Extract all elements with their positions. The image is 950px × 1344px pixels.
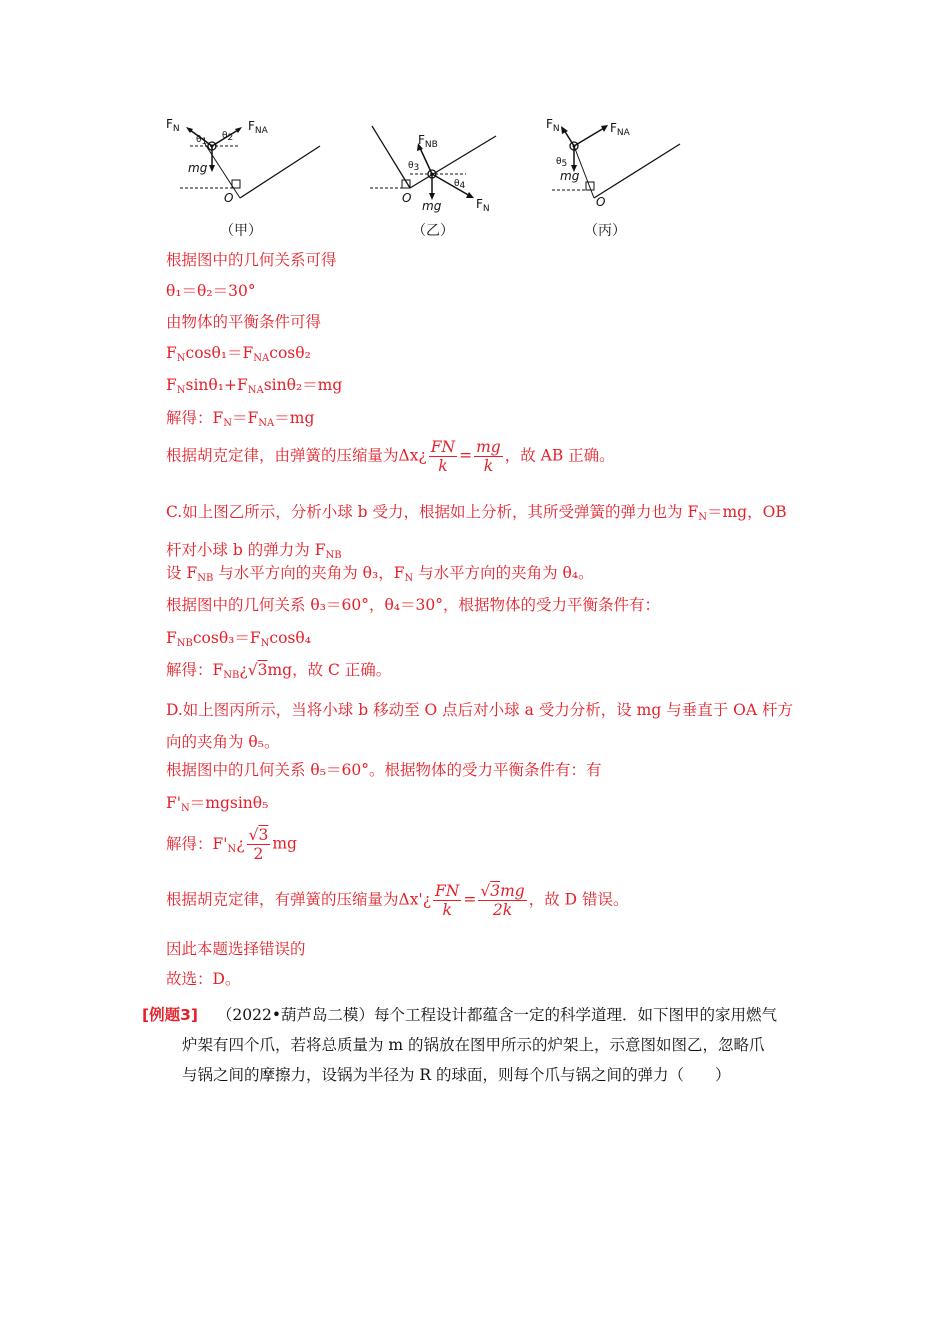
label-fn: $F_N$ bbox=[546, 117, 560, 134]
label-mg: mg bbox=[422, 199, 442, 213]
solution-line: 解得：$F_N=F_{NA}=mg$ bbox=[166, 409, 315, 429]
solution-line: 由物体的平衡条件可得 bbox=[166, 313, 322, 331]
solution-line: 根据图中的几何关系 θ₅＝60°。根据物体的受力平衡条件有：有 bbox=[166, 761, 602, 779]
solution-line-frac: 解得：$F'_N¿$ $\frac{√3}{2}$ mg bbox=[166, 826, 297, 863]
solution-line: D.如上图丙所示，当将小球 b 移动至 O 点后对小球 a 受力分析，设 mg 与垂直于 OA 杆方向的夹角为 θ₅。 bbox=[166, 701, 793, 751]
label-theta4: θ4 bbox=[454, 179, 466, 191]
label-theta5: θ5 bbox=[556, 157, 568, 169]
caption-jia: （甲） bbox=[220, 223, 262, 239]
label-theta2: θ2 bbox=[222, 131, 234, 143]
solution-line: θ₁＝θ₂＝30° bbox=[166, 282, 256, 300]
example-tag: [例题3] bbox=[142, 1006, 198, 1024]
label-fn: $F_N$ bbox=[166, 117, 180, 134]
label-fn: $F_N$ bbox=[476, 197, 490, 214]
solution-line: 根据图中的几何关系 θ₃＝60°，θ₄＝30°，根据物体的受力平衡条件有： bbox=[166, 596, 660, 614]
solution-line: $F_N\cos\theta_1=F_{NA}\cos\theta_2$ bbox=[166, 344, 311, 364]
solution-line: C.如上图乙所示，分析小球 b 受力，根据如上分析，其所受弹簧的弹力也为 $F_N=mg$，OB 杆对小球 b 的弹力为 $F_{NB}$ bbox=[166, 503, 787, 561]
solution-line: $F_{NB}\cos\theta_3=F_N\cos\theta_4$ bbox=[166, 629, 311, 649]
caption-bing: （丙） bbox=[584, 223, 626, 239]
solution-line: $F'_N=mgsin\theta_5$ bbox=[166, 794, 269, 814]
caption-yi: （乙） bbox=[412, 223, 454, 239]
label-fnb: $F_{NB}$ bbox=[418, 133, 438, 150]
label-theta3: θ3 bbox=[408, 161, 420, 173]
example-text-1: （2022•葫芦岛二模）每个工程设计都蕴含一定的科学道理．如下图甲的家用燃气 bbox=[216, 1006, 777, 1024]
solution-line: 根据图中的几何关系可得 bbox=[166, 251, 337, 269]
solution-line: 设 $F_{NB}$ 与水平方向的夹角为 θ₃，$F_N$ 与水平方向的夹角为 θ₄。 bbox=[166, 564, 594, 584]
solution-line: $F_N\sin\theta_1+F_{NA}\sin\theta_2=mg$ bbox=[166, 376, 343, 396]
solution-line-sqrt: 解得：$F_{NB}¿√3mg$，故 C 正确。 bbox=[166, 661, 392, 681]
label-fna: $F_{NA}$ bbox=[610, 121, 630, 138]
example-text-3: 与锅之间的摩擦力，设锅为半径为 R 的球面，则每个爪与锅之间的弹力（ ） bbox=[182, 1066, 731, 1084]
label-o: O bbox=[224, 191, 234, 205]
solution-line: 因此本题选择错误的 bbox=[166, 940, 306, 958]
label-theta1: θ1 bbox=[196, 135, 208, 147]
solution-line: 故选：D。 bbox=[166, 970, 241, 988]
label-o: O bbox=[596, 195, 606, 208]
diagram-jia bbox=[160, 108, 330, 208]
label-mg: mg bbox=[188, 161, 208, 175]
label-fna: $F_{NA}$ bbox=[248, 119, 268, 136]
label-mg: mg bbox=[560, 169, 580, 183]
example-question bbox=[142, 1000, 812, 1090]
diagram-bing bbox=[540, 108, 690, 208]
diagram-yi bbox=[366, 108, 526, 218]
example-text-2: 炉架有四个爪，若将总质量为 m 的锅放在图甲所示的炉架上，示意图如图乙，忽略爪 bbox=[182, 1036, 765, 1054]
hooke-law-line-2: 根据胡克定律，有弹簧的压缩量为Δx'¿ $\frac{FN}{k}$ = $\frac{√3mg}{2k}$ ，故 D 错误。 bbox=[166, 882, 629, 919]
hooke-law-line-1: 根据胡克定律，由弹簧的压缩量为Δx¿ $\frac{FN}{k}$ = $\frac{mg}{k}$ ，故 AB 正确。 bbox=[166, 438, 615, 475]
label-o: O bbox=[402, 191, 412, 205]
